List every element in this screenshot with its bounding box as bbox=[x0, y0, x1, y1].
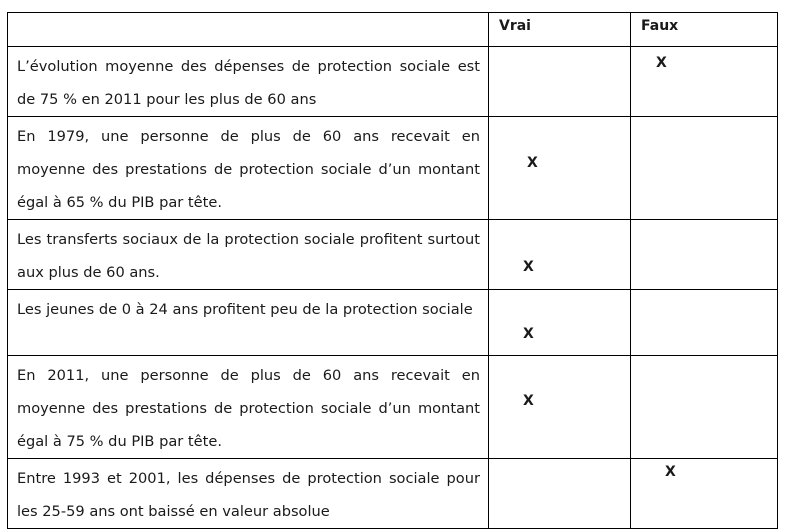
faux-mark: X bbox=[665, 464, 676, 480]
table-row bbox=[8, 220, 778, 290]
header-faux: Faux bbox=[631, 13, 778, 47]
table-row bbox=[8, 117, 778, 220]
vrai-mark: X bbox=[527, 155, 538, 171]
header-vrai: Vrai bbox=[489, 13, 631, 47]
vrai-mark: X bbox=[523, 326, 534, 342]
table-row bbox=[8, 47, 778, 117]
vrai-cell bbox=[489, 356, 631, 459]
vrai-cell bbox=[489, 290, 631, 356]
table-row bbox=[8, 356, 778, 459]
vrai-mark: X bbox=[523, 259, 534, 275]
faux-cell bbox=[631, 356, 778, 459]
vrai-cell bbox=[489, 220, 631, 290]
vrai-cell bbox=[489, 117, 631, 220]
table-row bbox=[8, 290, 778, 356]
table-header-row bbox=[8, 13, 778, 47]
statement-cell: Les jeunes de 0 à 24 ans profitent peu de la protection sociale bbox=[8, 290, 489, 356]
statement-cell: L’évolution moyenne des dépenses de protection sociale est de 75 % en 2011 pour les plus de 60 ans bbox=[8, 47, 489, 117]
faux-cell bbox=[631, 47, 778, 117]
table-row bbox=[8, 459, 778, 529]
statement-cell: Les transferts sociaux de la protection sociale profitent surtout aux plus de 60 ans. bbox=[8, 220, 489, 290]
faux-cell bbox=[631, 290, 778, 356]
vrai-mark: X bbox=[523, 393, 534, 409]
statement-cell: En 1979, une personne de plus de 60 ans recevait en moyenne des prestations de protection sociale d’un montant égal à 65 % du PIB par tête. bbox=[8, 117, 489, 220]
statement-cell: Entre 1993 et 2001, les dépenses de protection sociale pour les 25-59 ans ont baissé en valeur absolue bbox=[8, 459, 489, 529]
statement-cell: En 2011, une personne de plus de 60 ans recevait en moyenne des prestations de protection sociale d’un montant égal à 75 % du PIB par tête. bbox=[8, 356, 489, 459]
faux-cell bbox=[631, 117, 778, 220]
faux-cell bbox=[631, 459, 778, 529]
faux-mark: X bbox=[656, 55, 667, 71]
vrai-cell bbox=[489, 47, 631, 117]
header-statement bbox=[8, 13, 489, 47]
true-false-table bbox=[7, 12, 778, 529]
faux-cell bbox=[631, 220, 778, 290]
vrai-cell bbox=[489, 459, 631, 529]
